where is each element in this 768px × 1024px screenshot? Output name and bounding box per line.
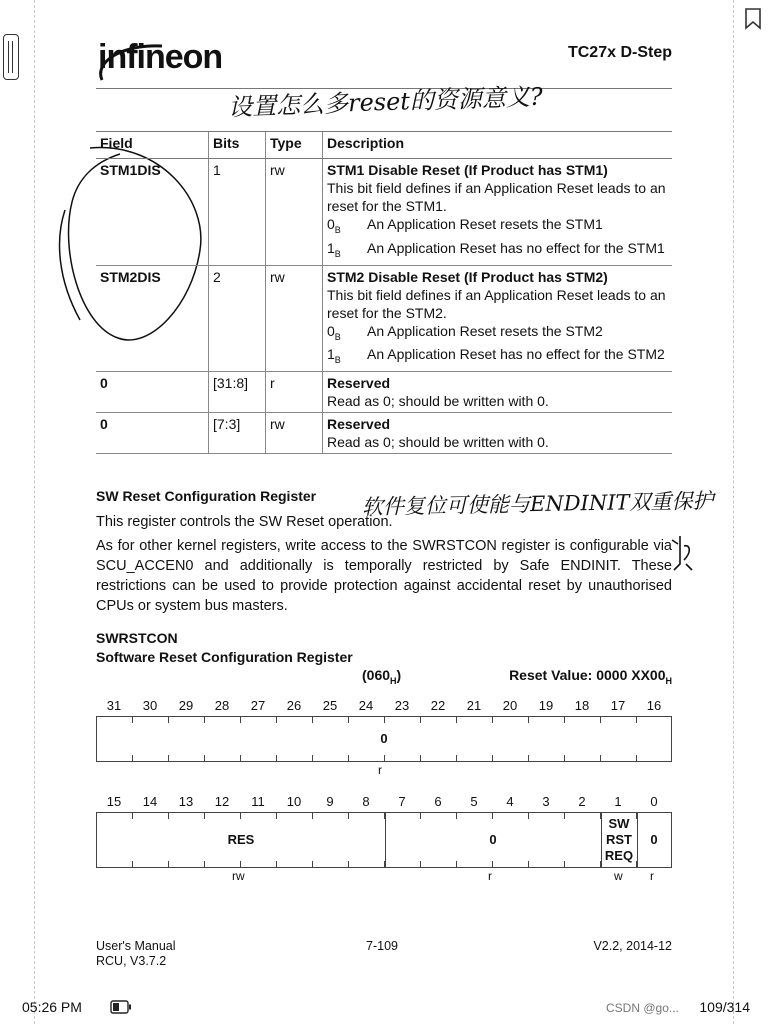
bit-tick [276,861,277,867]
field-description [323,265,673,372]
left-margin-guide [34,0,35,1024]
bit-tick [456,755,457,761]
bit-number: 23 [394,698,410,713]
bit-tick [384,813,385,819]
table-header-row [96,132,672,159]
bit-number: 25 [322,698,338,713]
bit-tick [600,813,601,819]
upper-register-box [96,716,672,762]
bit-tick [636,755,637,761]
bit-tick [636,861,637,867]
field-description [323,159,673,266]
description-title: Reserved [327,375,391,392]
bit-tick [528,717,529,723]
field-description [323,413,673,454]
description-title: STM2 Disable Reset (If Product has STM2) [327,268,608,285]
section-paragraph-2: As for other kernel registers, write access to the SWRSTCON register is configurable via SCU_ACCEN0 and additionally is temporally restricted by Safe ENDINIT. These restrictions can be used to provide protection against accidental reset by unauthorised CPUs or system bus masters. [96,538,672,614]
bit-number: 11 [251,794,265,809]
footer-version: RCU, V3.7.2 [96,954,167,968]
bit-tick [204,717,205,723]
bit-tick [240,755,241,761]
bit-tick [636,813,637,819]
handwritten-top-note: 设置怎么多reset的资源意义? [227,82,544,122]
register-offset: $(060_H)$ [362,667,402,686]
bit-tick [384,861,385,867]
register-short-name: SWRSTCON [96,630,178,646]
battery-icon [110,1000,132,1014]
value-row [327,322,668,346]
handwritten-side-note: 软件复位可使能与ENDINIT双重保护 [361,488,714,520]
document-title: TC27x D-Step [567,44,672,61]
bit-tick [132,813,133,819]
bit-tick [564,813,565,819]
bit-tick [132,717,133,723]
status-time: 05:26 PM [22,999,82,1015]
res-access: rw [232,869,245,883]
field-name: 0 [96,372,209,413]
bit-number: 24 [358,698,374,713]
bookmark-icon[interactable] [744,8,762,30]
bit-number: 9 [326,794,334,809]
bit-tick [492,813,493,819]
value-code: $1_B$ [327,346,341,366]
column-header-description: Description [323,132,673,159]
field-type: rw [266,159,323,266]
bit-number: 12 [214,794,230,809]
bit-number: 30 [142,698,158,713]
bit-tick [492,755,493,761]
bit-number: 14 [142,794,158,809]
bit-tick [312,813,313,819]
swrstreq-access: w [614,869,623,883]
reserved-mid-field: 0 [489,832,497,847]
bit-number: 16 [646,698,662,713]
bit-tick [564,861,565,867]
bit-tick [168,755,169,761]
value-desc: An Application Reset resets the STM2 [367,322,603,339]
res-field: RES [227,832,255,847]
value-code: $1_B$ [327,239,341,259]
bit-number: 31 [106,698,122,713]
upper-bit-numbers [96,698,672,714]
reserved-low-field: 0 [650,832,658,847]
value-row [327,239,668,263]
bit-number: 8 [362,794,370,809]
field-bits: [7:3] [209,413,266,454]
bit-number: 15 [106,794,122,809]
field-type: rw [266,413,323,454]
field-name: 0 [96,413,209,454]
bit-tick [564,755,565,761]
field-type: rw [266,265,323,372]
infineon-logo: infineon [98,38,223,76]
bit-tick [168,813,169,819]
upper-reserved-field: 0 [380,731,388,746]
field-name: STM1DIS [96,159,209,266]
bit-number: 19 [538,698,554,713]
value-code: $0_B$ [327,322,341,342]
bit-tick [204,861,205,867]
table-row [96,265,672,372]
value-row [327,345,668,369]
right-margin-guide [733,0,734,1024]
bit-tick [204,755,205,761]
description-text: This bit field defines if an Application Reset leads to an reset for the STM1. [327,180,666,214]
section-paragraph-1: This register controls the SW Reset operation. [96,514,393,530]
bit-number: 5 [470,794,478,809]
bit-tick [168,717,169,723]
bit-tick [132,755,133,761]
bit-tick [456,813,457,819]
footer-manual: User's Manual [96,939,176,953]
table-row [96,159,672,266]
bit-tick [240,813,241,819]
bit-tick [384,717,385,723]
field-bits: [31:8] [209,372,266,413]
csdn-watermark: CSDN @go... [606,1001,679,1015]
swrstreq-field: SW RST REQ [604,816,634,863]
bit-number: 29 [178,698,194,713]
register-reset-value: Reset Value: 0000 $XX00_H$ [509,667,672,686]
bit-tick [456,717,457,723]
footer-date: V2.2, 2014-12 [593,939,672,953]
bit-tick [528,861,529,867]
bit-tick [348,717,349,723]
mid-access: r [488,869,492,883]
bit-tick [384,755,385,761]
column-header-field: Field [96,132,209,159]
lower-bit-numbers [96,794,672,810]
value-desc: An Application Reset has no effect for the STM1 [367,239,665,256]
bit-tick [276,755,277,761]
bit-tick [168,861,169,867]
bit-number: 18 [574,698,590,713]
bit-number: 3 [542,794,550,809]
table-row [96,372,672,413]
bit-number: 28 [214,698,230,713]
bit-tick [348,813,349,819]
bit-tick [600,717,601,723]
bit-tick [312,717,313,723]
bit-tick [276,717,277,723]
description-text: This bit field defines if an Application Reset leads to an reset for the STM2. [327,286,666,321]
bit-tick [636,717,637,723]
bit-number: 20 [502,698,518,713]
bit-tick [312,755,313,761]
bit-tick [528,755,529,761]
section-title: SW Reset Configuration Register [96,488,317,504]
bit-tick [276,813,277,819]
bit-number: 4 [506,794,514,809]
bit-tick [420,861,421,867]
bit-tick [312,861,313,867]
reader-page-counter: 109/314 [699,999,750,1015]
bit-tick [420,717,421,723]
field-bits: 2 [209,265,266,372]
bit-tick [492,717,493,723]
value-row [327,215,668,239]
footer-left [96,939,176,969]
bit-tick [492,861,493,867]
bit-tick [564,717,565,723]
description-text: Read as 0; should be written with 0. [327,393,549,410]
bit-number: 17 [610,698,626,713]
field-description-table [96,131,672,454]
bit-number: 0 [650,794,658,809]
bit-tick [348,861,349,867]
bit-tick [600,755,601,761]
bit-tick [240,861,241,867]
column-header-type: Type [266,132,323,159]
bit-tick [420,755,421,761]
bit-tick [132,861,133,867]
bit-tick [240,717,241,723]
description-title: STM1 Disable Reset (If Product has STM1) [327,162,608,178]
lower-register-box [96,812,672,868]
description-text: Read as 0; should be written with 0. [327,434,549,451]
bit-number: 6 [434,794,442,809]
bit-tick [204,813,205,819]
bit-number: 13 [178,794,194,809]
description-title: Reserved [327,416,391,433]
column-header-bits: Bits [209,132,266,159]
bit-number: 2 [578,794,586,809]
bit-number: 27 [250,698,266,713]
bit-number: 7 [398,794,406,809]
field-bits: 1 [209,159,266,266]
upper-access: r [378,763,382,777]
value-desc: An Application Reset has no effect for the STM2 [367,346,665,363]
side-menu-button[interactable] [3,34,19,80]
table-row [96,413,672,454]
low-access: r [650,869,654,883]
bit-tick [528,813,529,819]
bit-number: 1 [614,794,622,809]
bit-number: 21 [466,698,482,713]
field-name: STM2DIS [96,265,209,372]
field-type: r [266,372,323,413]
value-code: $0_B$ [327,216,341,235]
bit-tick [456,861,457,867]
bit-number: 26 [286,698,302,713]
register-long-name: Software Reset Configuration Register [96,649,353,665]
bit-number: 22 [430,698,446,713]
footer-page-number: 7-109 [366,939,398,953]
bit-number: 10 [286,794,302,809]
bit-tick [420,813,421,819]
bit-tick [348,755,349,761]
field-description [323,372,673,413]
bit-tick [600,861,601,867]
value-desc: An Application Reset resets the STM1 [367,216,603,232]
